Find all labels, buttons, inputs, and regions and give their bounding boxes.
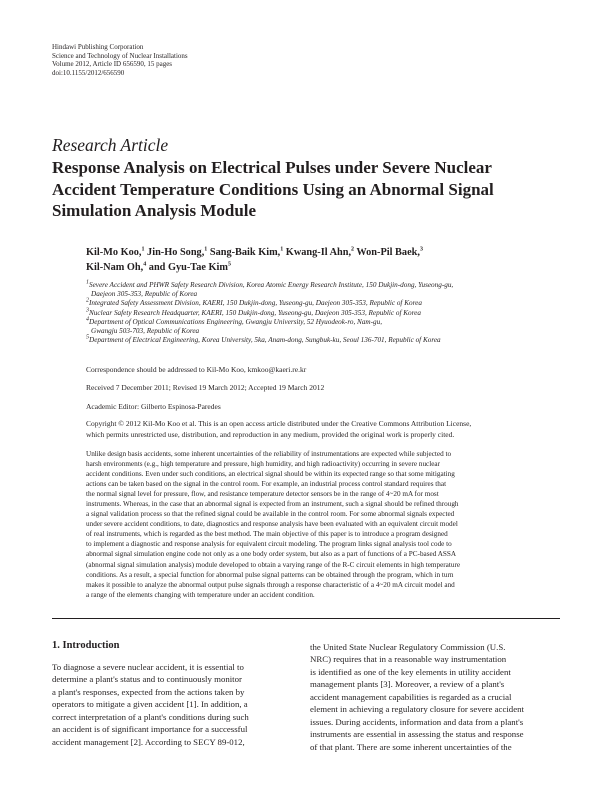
affiliation-mark: 4: [86, 316, 89, 323]
abstract-line: to implement a diagnostic and response analysis for equivalent circuit modeling. The program links signal analysis tool code to: [86, 540, 452, 549]
abstract-line: abnormal signal simulation engine code not only as a one body order system, but also as a part of functions of a PC-based ASSA: [86, 550, 457, 559]
abstract-line: makes it possible to analyze the abnormal output pulse signals through a response characteristic of a 4~20 mA circuit model and: [86, 580, 455, 589]
volume-info: Volume 2012, Article ID 656590, 15 pages: [52, 60, 173, 69]
affiliation-continued: [86, 327, 566, 336]
body-line: the United State Nuclear Regulatory Commission (U.S.: [310, 642, 506, 652]
author-line: [86, 246, 536, 261]
copyright-notice: [86, 419, 556, 440]
abstract-line: harsh environments (e.g., high temperature and pressure, high humidity, and high radioactivity) occurring in severe nuclear: [86, 460, 441, 469]
correspondence: Correspondence should be addressed to Kil-Mo Koo, kmkoo@kaeri.re.kr: [86, 365, 307, 374]
author-name: Kil-Mo Koo,: [86, 247, 142, 258]
doi[interactable]: doi:10.1155/2012/656590: [52, 68, 125, 77]
affiliation-text: Department of Optical Communications Engineering, Gwangju University, 52 Hyuodeok-ro, Nam-gu,: [89, 317, 382, 326]
author-name: and Gyu-Tae Kim: [146, 261, 228, 273]
right-column: [310, 641, 556, 753]
body-line: element in achieving a regulatory closure for severe accident: [310, 704, 524, 715]
affiliation-text: Gwangju 503-703, Republic of Korea: [91, 327, 200, 336]
abstract-line: Unlike design basis accidents, some inherent uncertainties of the reliability of instrumentations are expected while subjected to: [86, 450, 452, 458]
author-affil-mark: 3: [419, 246, 423, 253]
body-line: instruments are essential in assessing the status and response: [310, 729, 524, 740]
abstract-line: under severe accident conditions, to date, diagnostics and response analysis have been evaluated with an equivalent circuit model: [86, 520, 458, 529]
body-line: management plants [3]. Moreover, a review of a plant's: [310, 679, 505, 690]
abstract-line: actions can be taken based on the signal in the control room. For example, an industrial process control standard requires that: [86, 480, 447, 489]
affiliation: [86, 309, 566, 318]
left-column: [52, 661, 298, 748]
body-line: operators to mitigate a given accident [1]. In addition, a: [52, 699, 248, 710]
affiliation-text: Daejeon 305-353, Republic of Korea: [91, 290, 198, 299]
affiliation-text: Nuclear Safety Research Headquarter, KAERI, 150 Dukjin-dong, Yuseong-gu, Daejeon 305-353, Republic of Korea: [89, 308, 421, 317]
journal-name: Science and Technology of Nuclear Installations: [52, 51, 188, 60]
abstract-line: (abnormal signal simulation analysis) module developed to obtain a varying range of the R-C circuit elements in high temperature: [86, 560, 461, 569]
author-affil-mark: 2: [351, 246, 355, 253]
author-name: Kwang-Il Ahn,: [283, 247, 352, 258]
title-line: Accident Temperature Conditions Using an Abnormal Signal: [52, 179, 494, 199]
body-line: NRC) requires that in a reasonable way instrumentation: [310, 654, 507, 665]
publisher: Hindawi Publishing Corporation: [52, 43, 144, 51]
abstract-line: accident conditions. Even under such conditions, an electrical signal should be within its expected range so that some mitigating: [86, 470, 455, 479]
author-affil-mark: 4: [143, 261, 147, 268]
journal-header: [52, 43, 188, 77]
body-line: a plant's responses, expected from the actions taken by: [52, 686, 245, 697]
body-line: is identified as one of the key elements in utility accident: [310, 666, 511, 677]
body-line: determine a plant's status and to continuously monitor: [52, 674, 242, 685]
author-name: Sang-Baik Kim,: [207, 247, 281, 258]
section-divider: [52, 618, 560, 619]
author-affil-mark: 1: [280, 246, 284, 253]
abstract-line: the normal signal level for pressure, flow, and resistance temperature detector sensors be in the range of 4~20 mA for most: [86, 490, 439, 499]
author-name: Jin-Ho Song,: [144, 247, 205, 258]
affiliation-text: Severe Accident and PHWR Safety Research Division, Korea Atomic Energy Research Institute, 150 Dukjin-dong, Yuseong-gu,: [89, 281, 454, 289]
author-name: Won-Pil Baek,: [354, 247, 420, 258]
author-affil-mark: 5: [227, 261, 231, 268]
abstract: [86, 449, 556, 600]
affiliation-text: Integrated Safety Assessment Division, KAERI, 150 Dukjin-dong, Yuseong-gu, Daejeon 305-353, Republic of Korea: [89, 299, 422, 308]
author-line: [86, 261, 536, 276]
title-line: Simulation Analysis Module: [52, 201, 257, 220]
article-dates: Received 7 December 2011; Revised 19 March 2012; Accepted 19 March 2012: [86, 383, 325, 392]
section-heading: 1. Introduction: [52, 640, 120, 651]
affiliation: [86, 318, 566, 327]
academic-editor: Academic Editor: Gilberto Espinosa-Paredes: [86, 402, 221, 411]
affiliation-list: [86, 281, 566, 345]
paper-title: [52, 157, 572, 222]
copyright-line: Copyright © 2012 Kil-Mo Koo et al. This is an open access article distributed under the Creative Commons Attribution License,: [86, 419, 472, 428]
affiliation: [86, 281, 566, 290]
affiliation-mark: 5: [86, 334, 89, 341]
abstract-line: of real instruments, which is regarded as the best method. The main objective of this paper is to introduce a program designed: [86, 530, 448, 539]
affiliation-mark: 2: [86, 298, 89, 305]
abstract-line: instruments. Whereas, in the case that an abnormal signal is expected from an instrument, such a signal should be refined through: [86, 500, 459, 509]
affiliation-mark: 1: [86, 279, 89, 286]
affiliation: [86, 299, 566, 308]
article-type: Research Article: [52, 135, 169, 155]
affiliation: [86, 336, 566, 345]
body-line: accident management capabilities is regarded as a crucial: [310, 691, 512, 702]
body-line: correct interpretation of a plant's conditions during such: [52, 711, 249, 722]
author-list: [86, 246, 536, 275]
abstract-line: conditions. As a result, a special function for abnormal pulse signal patterns can be obtained through the program, which in turn: [86, 570, 454, 579]
body-line: accident management [2]. According to SECY 89-012,: [52, 736, 245, 747]
affiliation-mark: 3: [86, 307, 89, 314]
body-line: an accident is of significant importance for a successful: [52, 724, 248, 735]
title-line: Response Analysis on Electrical Pulses under Severe Nuclear: [52, 158, 492, 177]
body-line: issues. During accidents, information and data from a plant's: [310, 716, 524, 727]
copyright-line: which permits unrestricted use, distribution, and reproduction in any medium, provided the original work is properly cited.: [86, 429, 455, 439]
author-affil-mark: 1: [141, 246, 145, 253]
abstract-line: a range of the elements changing with temperature under an accident condition.: [86, 590, 315, 599]
body-line: of that plant. There are some inherent uncertainties of the: [310, 741, 512, 752]
author-name: Kil-Nam Oh,: [86, 261, 144, 273]
abstract-line: a signal validation process so that the refined signal could be available in the control room. For some abnormal signals expected: [86, 510, 455, 519]
body-line: To diagnose a severe nuclear accident, it is essential to: [52, 662, 244, 672]
author-affil-mark: 1: [204, 246, 208, 253]
affiliation-text: Department of Electrical Engineering, Korea University, 5ka, Anam-dong, Sungbuk-ku, Seoul 136-701, Republic of Korea: [89, 336, 441, 345]
